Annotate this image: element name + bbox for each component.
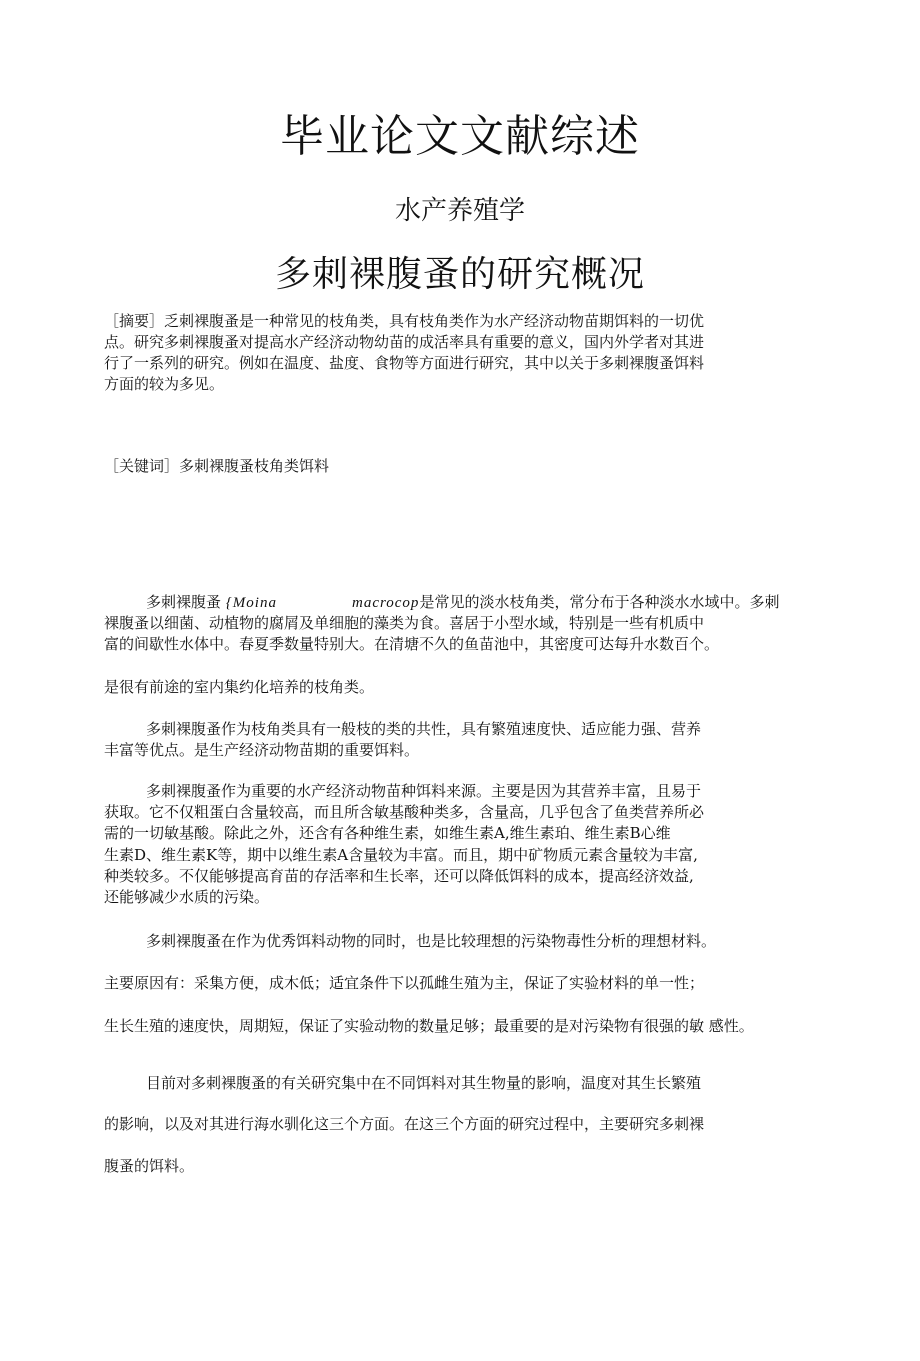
paragraph-line: 多刺裸腹蚤作为重要的水产经济动物苗种饵料来源。主要是因为其营养丰富，且易于: [146, 782, 702, 800]
document-title: 毕业论文文献综述: [280, 111, 640, 162]
paragraph-line: 目前对多刺裸腹蚤的有关研究集中在不同饵料对其生物量的影响，温度对其生长繁殖: [146, 1074, 702, 1092]
abstract-line: 方面的较为多见。: [104, 375, 225, 393]
paragraph-line: 多刺裸腹蚤作为枝角类具有一般枝的类的共性，具有繁殖速度快、适应能力强、营养: [146, 720, 702, 738]
paragraph-line: 需的一切敏基酸。除此之外，还含有各种维生素，如维生素A,维生素珀、维生素B心维: [104, 824, 671, 842]
abstract-line: ［摘要］乏刺裸腹蚤是一种常见的枝角类，具有枝角类作为水产经济动物苗期饵料的一切优: [104, 312, 705, 330]
keywords: ［关键词］多刺裸腹蚤枝角类饵料: [104, 457, 330, 475]
paragraph-line: 的影响，以及对其进行海水驯化这三个方面。在这三个方面的研究过程中，主要研究多刺裸: [104, 1115, 705, 1133]
abstract-line: 行了一系列的研究。例如在温度、盐度、食物等方面进行研究，其中以关于多刺裸腹蚤饵料: [104, 354, 705, 372]
paragraph-line: 主要原因有：采集方便，成木低；适宜条件下以孤雌生殖为主，保证了实验材料的单一性；: [104, 974, 705, 992]
paragraph-text: 多刺裸腹蚤: [146, 593, 222, 611]
latin-species: macrocop: [352, 595, 420, 611]
abstract-line: 点。研究多刺裸腹蚤对提高水产经济动物幼苗的成活率具有重要的意义，国内外学者对其进: [104, 333, 705, 351]
paragraph-line: 腹蚤的饵料。: [104, 1157, 195, 1175]
paragraph-line: 获取。它不仅粗蛋白含量较高，而且所含敏基酸种类多，含量高，几乎包含了鱼类营养所必: [104, 803, 705, 821]
latin-genus: {Moina: [225, 595, 277, 611]
paragraph-line: 多刺裸腹蚤在作为优秀饵料动物的同时，也是比较理想的污染物毒性分析的理想材料。: [146, 932, 717, 950]
major-subtitle: 水产养殖学: [394, 196, 525, 226]
paragraph-line: [146, 592, 277, 613]
paragraph-line: 生素D、维生素K等，期中以维生素A含量较为丰富。而且，期中矿物质元素含量较为丰富,: [104, 846, 698, 864]
paragraph-line: 种类较多。不仅能够提高育苗的存活率和生长率，还可以降低饵料的成本，提高经济效益,: [104, 867, 694, 885]
paragraph-line: 生长生殖的速度快，周期短，保证了实验动物的数量足够；最重要的是对污染物有很强的敏 感性。: [104, 1017, 754, 1035]
paragraph-line: [352, 592, 779, 613]
paragraph-line: 富的间歇性水体中。春夏季数量特别大。在清塘不久的鱼苗池中，其密度可达每升水数百个。: [104, 635, 720, 653]
paragraph-line: 裸腹蚤以细菌、动植物的腐屑及单细胞的藻类为食。喜居于小型水域，特别是一些有机质中: [104, 614, 705, 632]
paper-title: 多刺裸腹蚤的研究概况: [274, 254, 645, 295]
paragraph-text: 是常见的淡水枝角类，常分布于各种淡水水域中。多刺: [419, 593, 780, 611]
paragraph-line: 还能够减少水质的污染。: [104, 888, 270, 906]
paragraph-line: 丰富等优点。是生产经济动物苗期的重要饵料。: [104, 741, 420, 759]
paragraph-line: 是很有前途的室内集约化培养的枝角类。: [104, 678, 375, 696]
